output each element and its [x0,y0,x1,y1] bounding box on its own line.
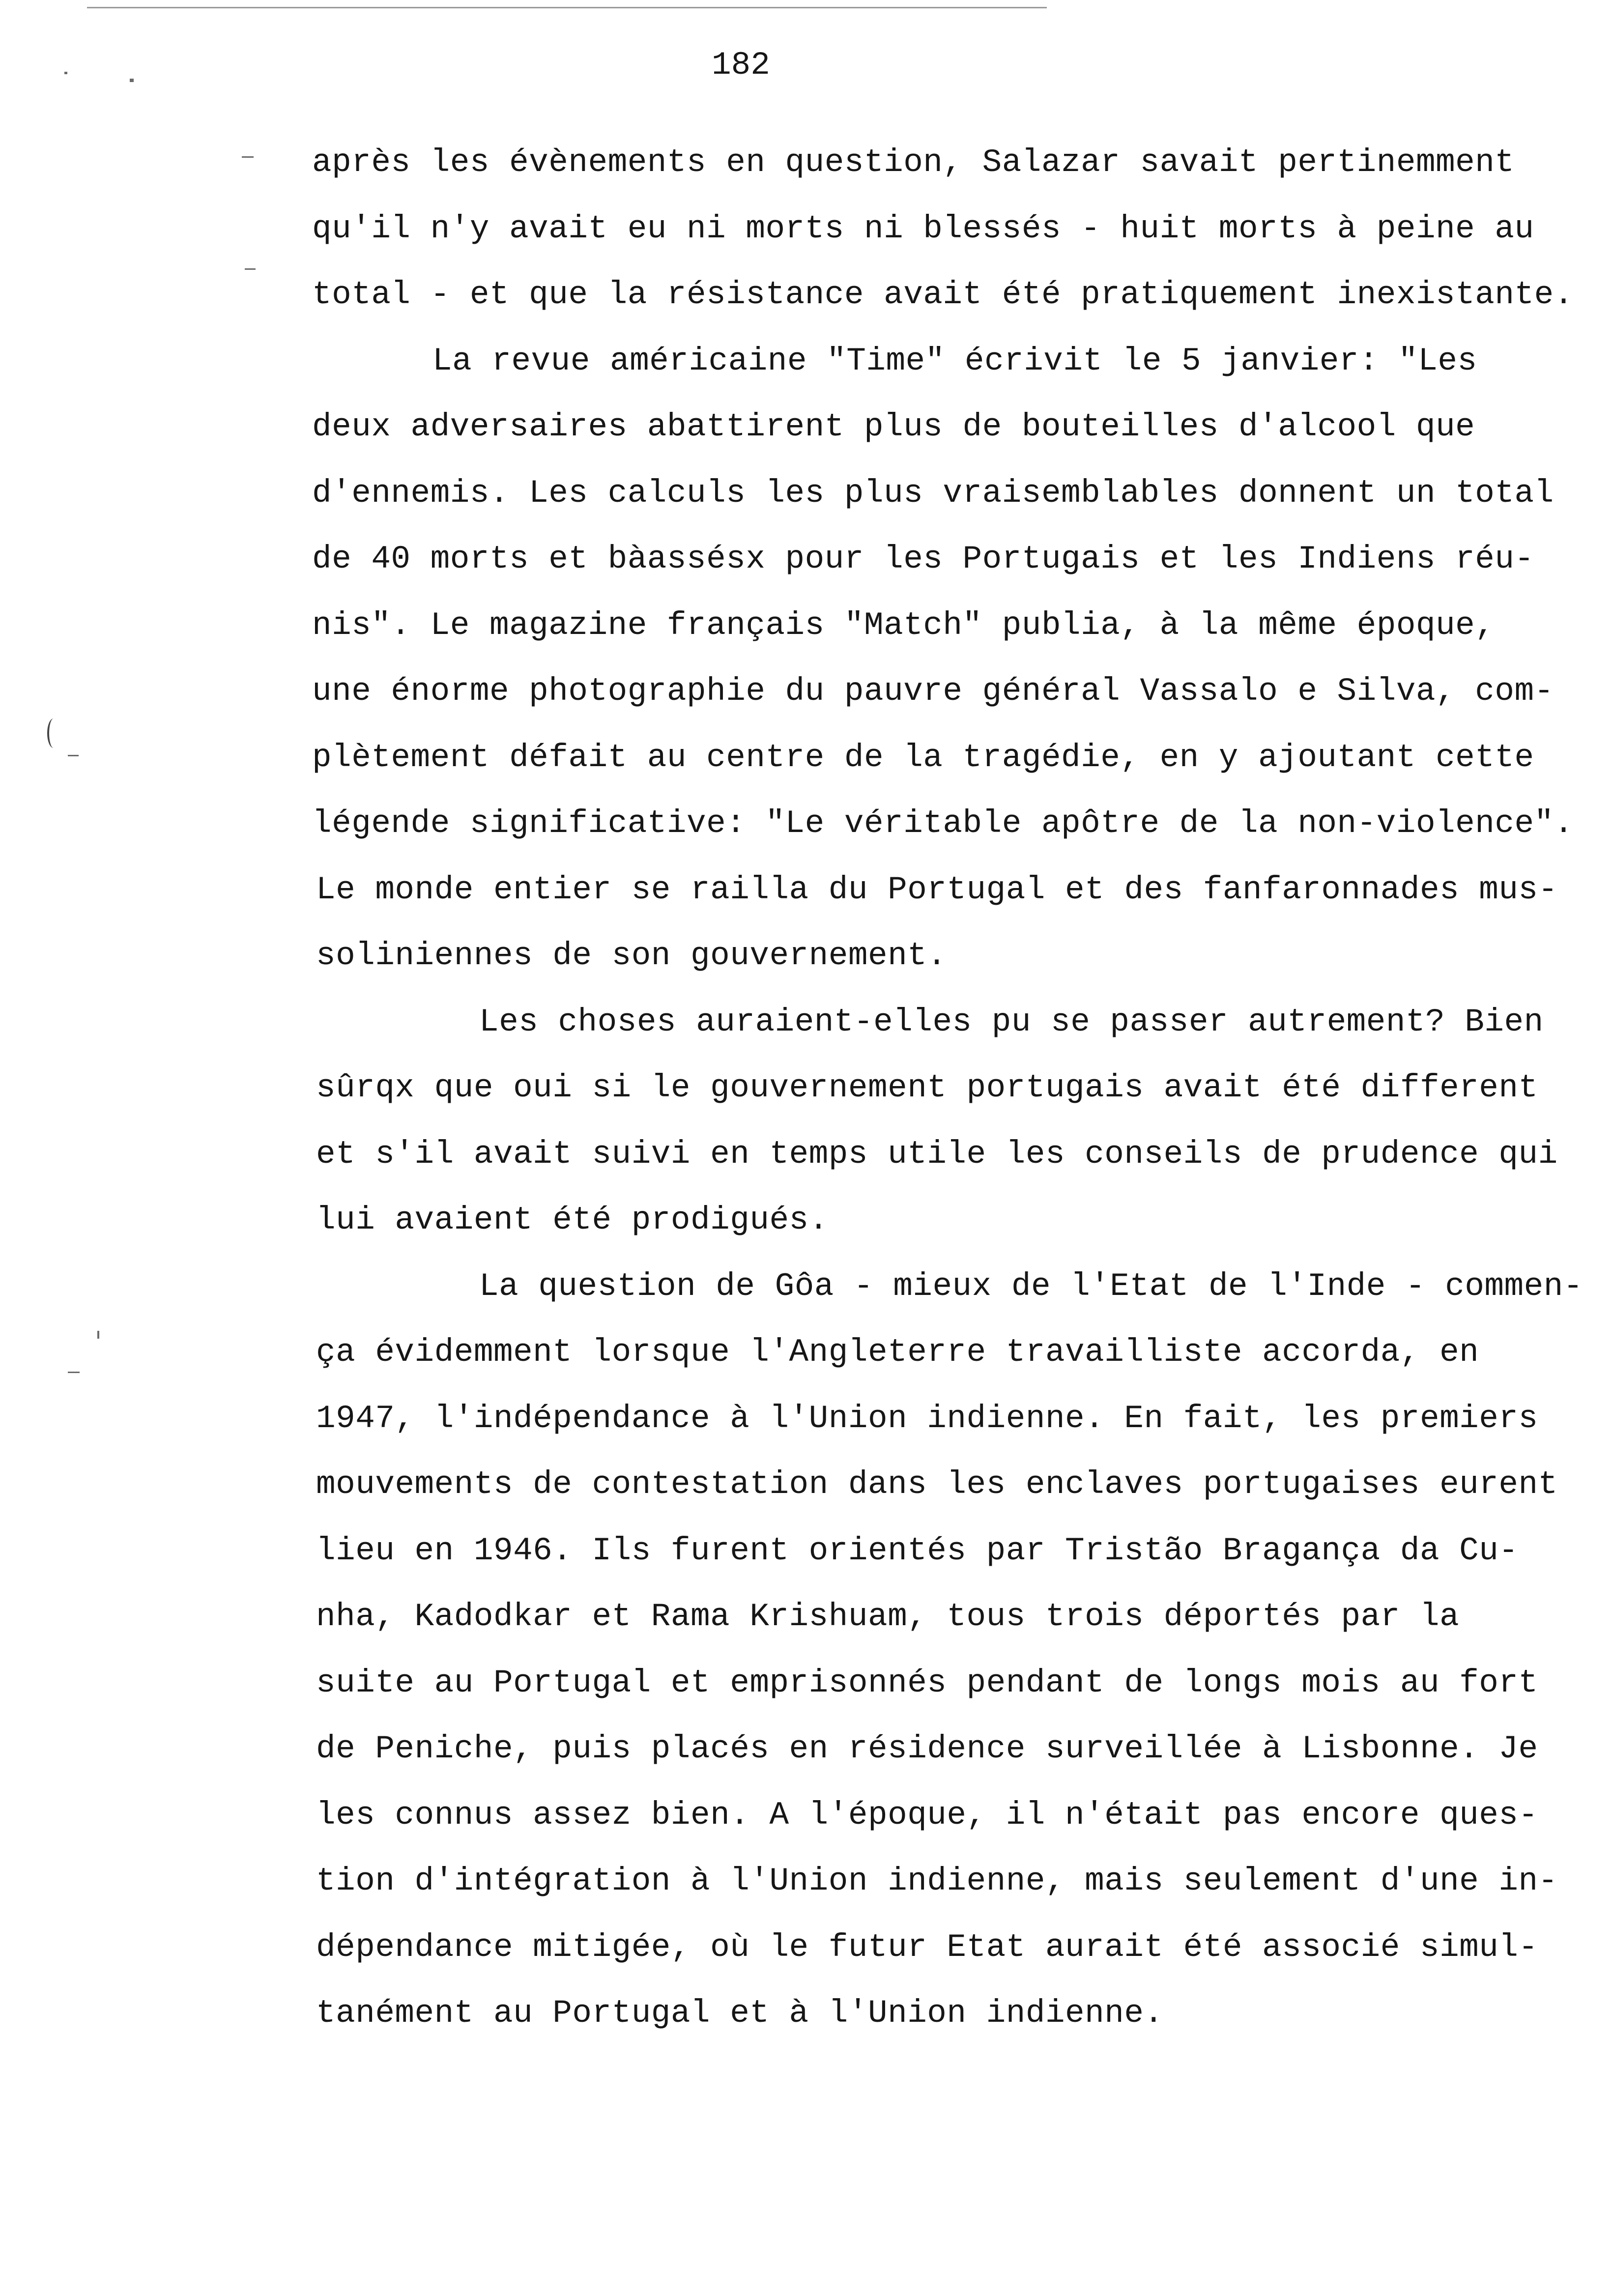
text-line: total - et que la résistance avait été pratiquement inexistante. [312,276,1574,313]
scan-top-rule [87,7,279,8]
scan-speck [68,1372,80,1373]
text-line: ça évidemment lorsque l'Angleterre travailliste accorda, en [316,1334,1479,1371]
paragraph-start-line: La question de Gôa - mieux de l'Etat de l'Inde - commen- [479,1267,1583,1305]
text-line: et s'il avait suivi en temps utile les conseils de prudence qui [316,1135,1558,1173]
text-line: tion d'intégration à l'Union indienne, mais seulement d'une in- [316,1863,1558,1899]
text-line: Le monde entier se railla du Portugal et des fanfaronnades mus- [316,871,1558,908]
scan-speck [245,268,256,270]
paragraph-start-line: La revue américaine "Time" écrivit le 5 janvier: "Les [432,342,1477,379]
scan-speck [64,72,67,74]
text-line: plètement défait au centre de la tragédie, en y ajoutant cette [312,739,1534,776]
paragraph-start-line: Les choses auraient-elles pu se passer autrement? Bien [479,1003,1544,1040]
scan-speck [242,156,254,158]
text-line: nha, Kadodkar et Rama Krishuam, tous trois déportés par la [316,1598,1460,1635]
scan-top-rule [510,7,1047,8]
text-line: soliniennes de son gouvernement. [316,937,947,974]
scan-speck [68,755,79,756]
text-line: tanément au Portugal et à l'Union indienne. [316,1995,1164,2032]
text-line: lui avaient été prodigués. [316,1202,829,1238]
text-line: légende significative: "Le véritable apôtre de la non-violence". [312,805,1574,842]
text-line: sûrqx que oui si le gouvernement portugais avait été different [316,1069,1538,1106]
text-line: deux adversaires abattirent plus de bouteilles d'alcool que [312,408,1475,445]
scan-speck [130,79,134,82]
text-line: dépendance mitigée, où le futur Etat aurait été associé simul- [316,1928,1538,1966]
text-line: lieu en 1946. Ils furent orientés par Tristão Bragança da Cu- [316,1532,1519,1569]
text-line: d'ennemis. Les calculs les plus vraisemblables donnent un total [312,474,1554,512]
text-line: 1947, l'indépendance à l'Union indienne. En fait, les premiers [316,1400,1538,1437]
text-line: nis". Le magazine français "Match" publia, à la même époque, [312,606,1495,644]
text-line: une énorme photographie du pauvre général Vassalo e Silva, com- [312,673,1554,710]
text-line: suite au Portugal et emprisonnés pendant de longs mois au fort [316,1664,1538,1701]
text-line: de 40 morts et bàassésx pour les Portugais et les Indiens réu- [312,541,1534,577]
scan-top-rule [279,7,510,8]
text-line: qu'il n'y avait eu ni morts ni blessés - huit morts à peine au [312,210,1534,247]
document-body [312,130,1600,2047]
text-line: de Peniche, puis placés en résidence surveillée à Lisbonne. Je [316,1730,1538,1767]
page-number: 182 [712,47,770,84]
scan-speck [47,718,60,748]
text-line: après les évènements en question, Salazar savait pertinemment [312,144,1515,181]
scan-speck [97,1331,99,1339]
text-line: les connus assez bien. A l'époque, il n'était pas encore ques- [316,1796,1538,1834]
text-line: mouvements de contestation dans les enclaves portugaises eurent [316,1466,1558,1503]
